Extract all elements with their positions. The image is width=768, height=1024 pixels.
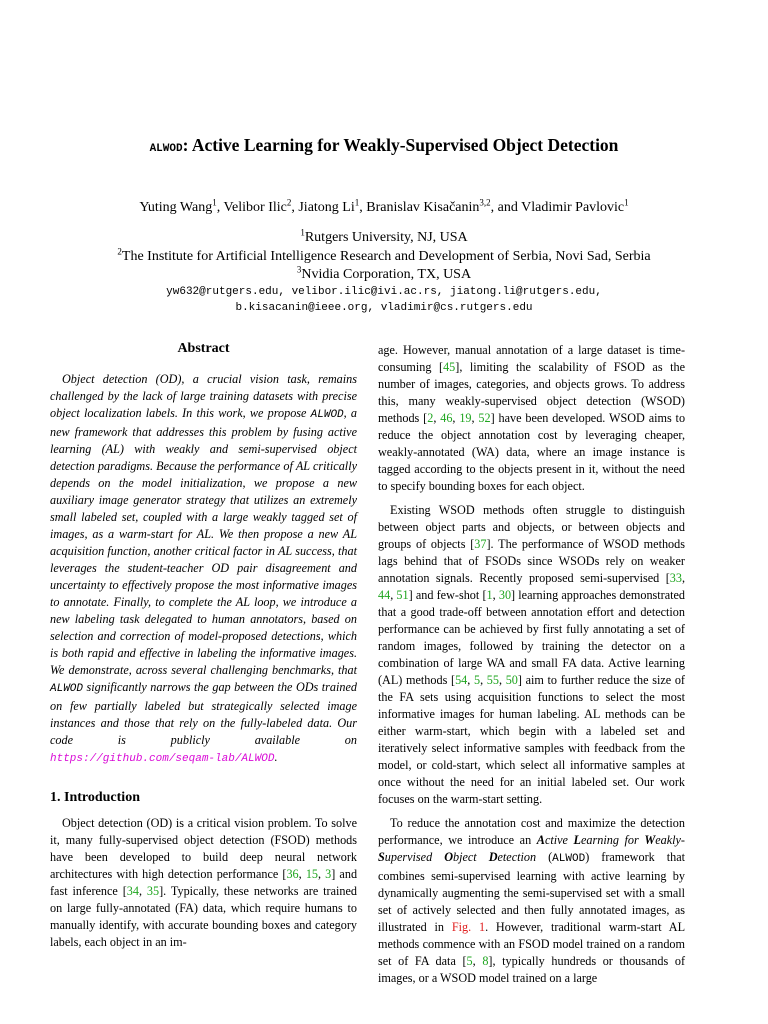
citation-link[interactable]: 8 [482, 954, 489, 968]
abstract-heading: Abstract [177, 341, 230, 356]
paper-title [0, 133, 768, 161]
method-acronym-expansion: Active Learning for Weakly-Supervised Object Detection [378, 833, 685, 864]
citation-link[interactable]: 33 [669, 571, 682, 585]
citation-link[interactable]: 54 [455, 673, 468, 687]
citation-link[interactable]: 15 [305, 867, 318, 881]
intro-paragraph: Object detection (OD) is a critical vision problem. To solve it, many fully-supervised object detection (FSOD) methods have been developed to build deep neural network architectures with high detection performance [36, 15, 3] and fast inference [34, 35]. Typically, these networks are trained on large fully-annotated (FA) data, which require humans to manually identify, with accurate bounding boxes and category labels, each object in an im- [50, 816, 358, 949]
author-affiliation-mark: 1 [354, 197, 360, 208]
affiliation-2: $^2$The Institute for Artificial Intelligence Research and Development of Serbia, Novi Sad, Serbia [117, 246, 651, 264]
citation-link[interactable]: 34 [126, 884, 139, 898]
affiliation-3: $^3$Nvidia Corporation, TX, USA [296, 264, 472, 282]
citation-link[interactable]: 46 [440, 411, 453, 425]
body-paragraph: age. However, manual annotation of a large dataset is time-consuming [45], limiting the scalability of FSOD as the number of images, categories, and objects grows. To address this, many weakly-supervised object detection (WSOD) methods [2, 46, 19, 52] have been developed. WSOD aims to reduce the object annotation cost by leveraging cheaper, weakly-annotated (WA) data, where an image instance is tagged according to the objects present in it, without the need to specify bounding boxes for each object. [378, 343, 686, 493]
author-name: Jiatong Li [298, 200, 355, 215]
author-affiliation-mark: 2 [286, 197, 292, 208]
body-paragraph: Existing WSOD methods often struggle to distinguish between object parts and objects, or between objects and groups of objects [37]. The performance of WSOD methods lags behind that of FSODs since WSODs rely on weaker annotation signals. Recently proposed semi-supervised [33, 44, 51] and few-shot [1, 30] learning approaches demonstrated that a good trade-off between annotation effort and detection performance can be achieved by first fully annotating a set of random images, followed by training the detector on a combination of large WA and small FA data. Active learning (AL) methods [54, 5, 55, 50] aim to further reduce the size of the FA sets using acquisition functions to select the most informative images for human labeling. AL methods can be either warm-start, which begin with a labeled set and iteratively select informative samples with feedback from the model, or cold-start, which select all informative samples at once without the need for an initial labeled set. Our work focuses on the warm-start setting. [378, 503, 686, 806]
author-name: Velibor Ilic [223, 200, 287, 215]
citation-link[interactable]: 44 [378, 588, 391, 602]
citation-link[interactable]: 51 [396, 588, 409, 602]
abstract-text: Object detection (OD), a crucial vision task, remains challenged by the lack of large training datasets with precise object localization labels. In this work, we propose ALWOD, a new framework that addresses this problem by fusing active learning (AL) with weakly and semi-supervised object detection paradigms. Because the performance of AL critically depends on the model initialization, we propose a new auxiliary image generator strategy that utilizes an extremely small labeled set, coupled with a large weakly tagged set of images, as a warm-start for AL. We then propose a new AL acquisition function, another critical factor in AL success, that leverages the student-teacher OD pair disagreement and uncertainty to effectively propose the most informative images to annotate. Finally, to complete the AL loop, we introduce a new labeling task delegated to human annotators, based on selection and correction of model-proposed detections, which is both rapid and effective in labeling the informative images. We demonstrate, across several challenging benchmarks, that ALWOD significantly narrows the gap between the ODs trained on few partially labeled but strategically selected image instances and those that rely on the fully-labeled data. Our code is publicly available on https://github.com/seqam-lab/ALWOD. [50, 372, 357, 765]
title-text: : Active Learning for Weakly-Supervised Object Detection [182, 135, 619, 155]
left-column [50, 340, 357, 951]
citation-link[interactable]: 37 [474, 537, 487, 551]
citation-link[interactable]: 35 [146, 884, 160, 898]
citation-link[interactable]: 3 [325, 867, 332, 881]
author-affiliation-mark: 1 [624, 197, 629, 208]
citation-link[interactable]: 30 [498, 588, 512, 602]
citation-link[interactable]: 50 [505, 673, 518, 687]
citation-link[interactable]: 2 [427, 411, 434, 425]
affiliation-1: $^1$Rutgers University, NJ, USA [300, 227, 468, 245]
author-name: Yuting Wang [139, 200, 213, 215]
citation-link[interactable]: 55 [486, 673, 499, 687]
citation-link[interactable]: 45 [443, 360, 456, 374]
email-line-1[interactable]: yw632@rutgers.edu, velibor.ilic@ivi.ac.rs, jiatong.li@rutgers.edu, [166, 286, 602, 298]
citation-link[interactable]: 1 [486, 588, 493, 602]
author-name: Branislav Kisačanin [366, 200, 480, 215]
citation-link[interactable]: 5 [473, 673, 481, 687]
citation-link[interactable]: 36 [286, 867, 299, 881]
citation-link[interactable]: 52 [478, 411, 491, 425]
title-method-name: ALWOD [149, 143, 183, 155]
figure-reference-link[interactable]: Fig. 1 [451, 920, 486, 934]
body-paragraph: To reduce the annotation cost and maximize the detection performance, we introduce an Active Learning for Weakly-Supervised Object Detection (ALWOD) framework that combines semi-supervised learning with active learning by dynamically augmenting the semi-supervised set with a small set of actively selected and then fully annotated images, as illustrated in Fig. 1. However, traditional warm-start AL methods commence with an FSOD model trained on a random set of FA data [5, 8], typically hundreds or thousands of images, or a WSOD model trained on a large [378, 816, 686, 985]
citation-link[interactable]: 5 [466, 954, 473, 968]
author-name: Vladimir Pavlovic [521, 200, 625, 215]
author-affiliation-mark: 1 [212, 197, 217, 208]
citation-link[interactable]: 19 [459, 411, 472, 425]
code-repository-link[interactable]: https://github.com/seqam-lab/ALWOD [50, 753, 275, 765]
right-column [378, 342, 685, 987]
author-list: Yuting Wang$^1$, Velibor Ilic$^2$, Jiatong Li$^1$, Branislav Kisačanin$^{3,2}$, and Vladimir Pavlovic$^1$ [139, 197, 629, 215]
author-affiliation-mark: 3,2 [479, 197, 491, 208]
email-line-2[interactable]: b.kisacanin@ieee.org, vladimir@cs.rutgers.edu [235, 302, 533, 314]
section-heading-introduction: 1. Introduction [50, 790, 140, 805]
